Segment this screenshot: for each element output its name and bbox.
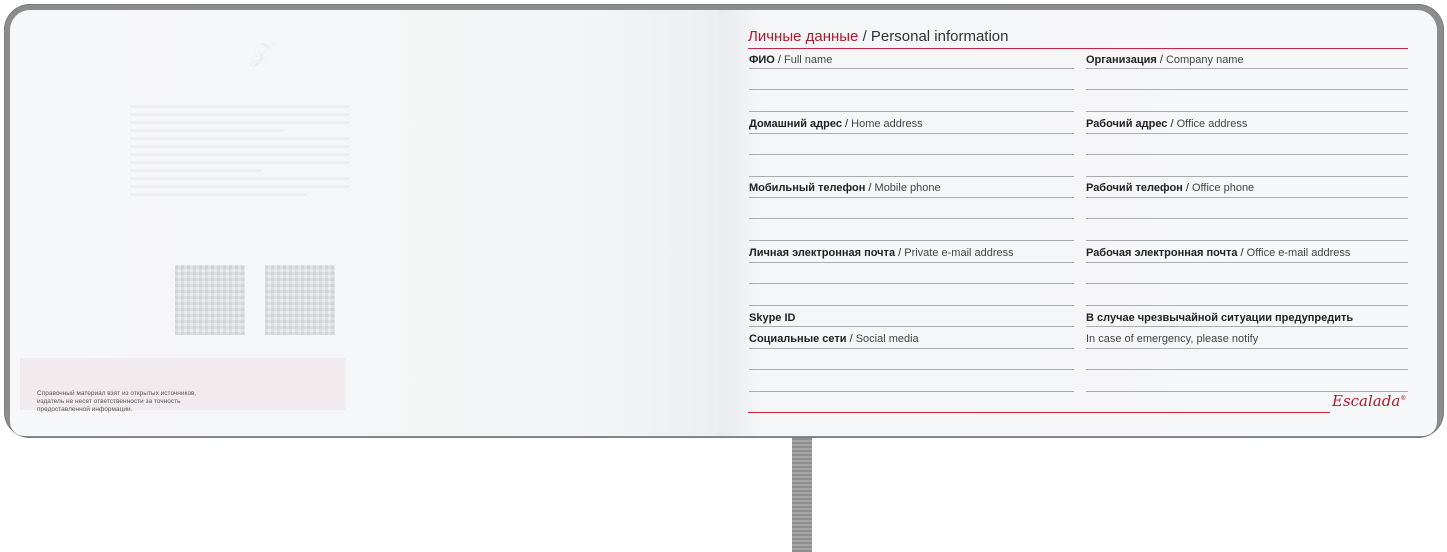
write-line[interactable]	[749, 283, 1074, 284]
field-emergency	[1086, 312, 1353, 324]
field-mobile-phone: Мобильный телефон / Mobile phone	[749, 182, 941, 194]
write-line[interactable]	[1086, 262, 1408, 263]
bleed-through-qr	[175, 265, 245, 335]
field-label-en: Office address	[1176, 118, 1248, 130]
field-emergency-en	[1086, 333, 1258, 345]
field-company: Организация / Company name	[1086, 54, 1244, 66]
write-line[interactable]	[749, 369, 1074, 370]
field-label-en: Company name	[1165, 54, 1244, 66]
field-office-phone: Рабочий телефон / Office phone	[1086, 182, 1255, 194]
field-label-ru: Рабочая электронная почта	[1086, 247, 1238, 259]
write-line[interactable]	[749, 391, 1074, 392]
field-label-en: Private e-mail address	[904, 247, 1014, 259]
write-line[interactable]	[1086, 369, 1408, 370]
page-title-ru: Личные данные	[748, 28, 859, 45]
write-line[interactable]	[1086, 218, 1408, 219]
write-line[interactable]	[749, 240, 1074, 241]
write-line[interactable]	[749, 68, 1074, 69]
page-title-en: Personal information	[870, 28, 1009, 45]
field-social: Социальные сети / Social media	[749, 333, 919, 345]
field-label-ru: Организация	[1086, 54, 1157, 66]
registered-mark-icon: ®	[1400, 395, 1407, 402]
bleed-through-text	[130, 105, 350, 201]
field-home-address: Домашний адрес / Home address	[749, 118, 923, 130]
write-line[interactable]	[1086, 348, 1408, 349]
field-label-ru: Рабочий телефон	[1086, 182, 1183, 194]
field-private-email: Личная электронная почта / Private e-mail address	[749, 247, 1014, 259]
bottom-rule	[748, 412, 1330, 413]
write-line[interactable]	[749, 348, 1074, 349]
write-line[interactable]	[749, 262, 1074, 263]
write-line[interactable]	[1086, 240, 1408, 241]
bleed-through-qr	[265, 265, 335, 335]
field-skype	[749, 312, 795, 324]
write-line[interactable]	[749, 326, 1074, 327]
field-label-ru: В случае чрезвычайной ситуации предупредить	[1086, 312, 1354, 324]
field-label-en: In case of emergency, please notify	[1086, 333, 1259, 345]
field-label-ru: ФИО	[749, 54, 775, 66]
write-line[interactable]	[749, 305, 1074, 306]
write-line[interactable]	[1086, 154, 1408, 155]
right-page	[719, 10, 1437, 436]
write-line[interactable]	[749, 218, 1074, 219]
field-label-ru: Рабочий адрес	[1086, 118, 1168, 130]
field-label-ru: Skype ID	[749, 312, 796, 324]
write-line[interactable]	[749, 154, 1074, 155]
field-label-en: Office e-mail address	[1246, 247, 1351, 259]
brand-logo	[1332, 392, 1406, 410]
field-office-email: Рабочая электронная почта / Office e-mail address	[1086, 247, 1351, 259]
write-line[interactable]	[1086, 133, 1408, 134]
field-label-ru: Личная электронная почта	[749, 247, 896, 259]
title-separator: /	[858, 28, 871, 45]
field-label-en: Mobile phone	[874, 182, 941, 194]
write-line[interactable]	[1086, 89, 1408, 90]
field-label-en: Full name	[784, 54, 833, 66]
ribbon-bookmark	[792, 430, 812, 552]
field-office-address: Рабочий адрес / Office address	[1086, 118, 1248, 130]
write-line[interactable]	[749, 176, 1074, 177]
write-line[interactable]	[1086, 283, 1408, 284]
field-label-ru: Мобильный телефон	[749, 182, 866, 194]
write-line[interactable]	[1086, 68, 1408, 69]
field-label-en: Office phone	[1192, 182, 1255, 194]
field-label-ru: Социальные сети	[749, 333, 847, 345]
write-line[interactable]	[1086, 111, 1408, 112]
bleed-through-logo: 𝒵	[250, 38, 270, 68]
write-line[interactable]	[1086, 305, 1408, 306]
write-line[interactable]	[1086, 176, 1408, 177]
write-line[interactable]	[749, 133, 1074, 134]
title-rule	[748, 48, 1408, 49]
write-line[interactable]	[1086, 326, 1408, 327]
write-line[interactable]	[749, 89, 1074, 90]
write-line[interactable]	[1086, 197, 1408, 198]
field-label-en: Home address	[851, 118, 923, 130]
field-label-en: Social media	[855, 333, 919, 345]
page-title	[748, 28, 1009, 45]
disclaimer-text: Справочный материал взят из открытых источников, издатель не несет ответственности за точность предоставленной информации.	[37, 390, 197, 413]
write-line[interactable]	[749, 111, 1074, 112]
left-page	[10, 10, 719, 436]
brand-logo-text: Escalada	[1332, 392, 1401, 410]
write-line[interactable]	[749, 197, 1074, 198]
field-label-ru: Домашний адрес	[749, 118, 842, 130]
field-full-name: ФИО / Full name	[749, 54, 833, 66]
